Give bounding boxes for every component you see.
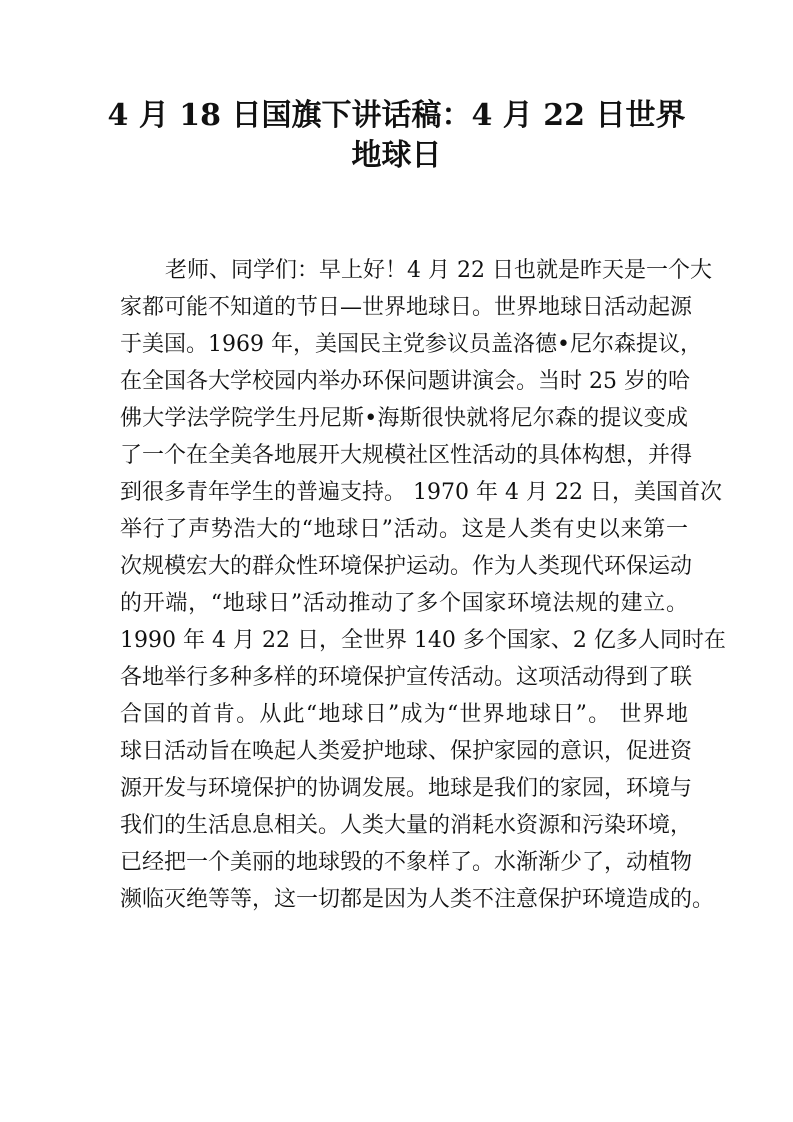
paragraph-line: 家都可能不知道的节日—世界地球日。世界地球日活动起源: [120, 295, 693, 320]
paragraph-line: 于美国。1969 年，美国民主党参议员盖洛德•尼尔森提议，: [120, 332, 702, 357]
paragraph-line: 次规模宏大的群众性环境保护运动。作为人类现代环保运动: [120, 554, 693, 579]
document-body: [120, 252, 726, 918]
paragraph-line: 佛大学法学院学生丹尼斯•海斯很快就将尼尔森的提议变成: [120, 406, 688, 431]
title-line: 4 月 18 日国旗下讲话稿：4 月 22 日世界: [107, 98, 686, 133]
paragraph-line: 濒临灭绝等等，这一切都是因为人类不注意保护环境造成的。: [120, 887, 715, 912]
paragraph-line: 已经把一个美丽的地球毁的不象样了。水渐渐少了，动植物: [120, 850, 693, 875]
document-title: [90, 96, 703, 176]
paragraph-line: 源开发与环境保护的协调发展。地球是我们的家园，环境与: [120, 776, 693, 801]
paragraph-line: 各地举行多种多样的环境保护宣传活动。这项活动得到了联: [120, 665, 693, 690]
paragraph-line: 我们的生活息息相关。人类大量的消耗水资源和污染环境，: [120, 813, 693, 838]
paragraph-line: 在全国各大学校园内举办环保问题讲演会。当时 25 岁的哈: [120, 369, 690, 394]
paragraph-line: 合国的首肯。从此“地球日”成为“世界地球日”。 世界地: [120, 702, 688, 727]
paragraph-line: 了一个在全美各地展开大规模社区性活动的具体构想，并得: [120, 443, 693, 468]
title-line: 地球日: [351, 138, 442, 173]
paragraph-line: 到很多青年学生的普遍支持。 1970 年 4 月 22 日，美国首次: [120, 480, 722, 505]
paragraph-line: 球日活动旨在唤起人类爱护地球、保护家园的意识，促进资: [120, 739, 693, 764]
paragraph-line: 的开端，“地球日”活动推动了多个国家环境法规的建立。: [120, 591, 688, 616]
paragraph-line: 1990 年 4 月 22 日，全世界 140 多个国家、2 亿多人同时在: [120, 628, 726, 653]
paragraph-line: 老师、同学们：早上好！4 月 22 日也就是昨天是一个大: [165, 258, 712, 283]
paragraph-line: 举行了声势浩大的“地球日”活动。这是人类有史以来第一: [120, 517, 688, 542]
